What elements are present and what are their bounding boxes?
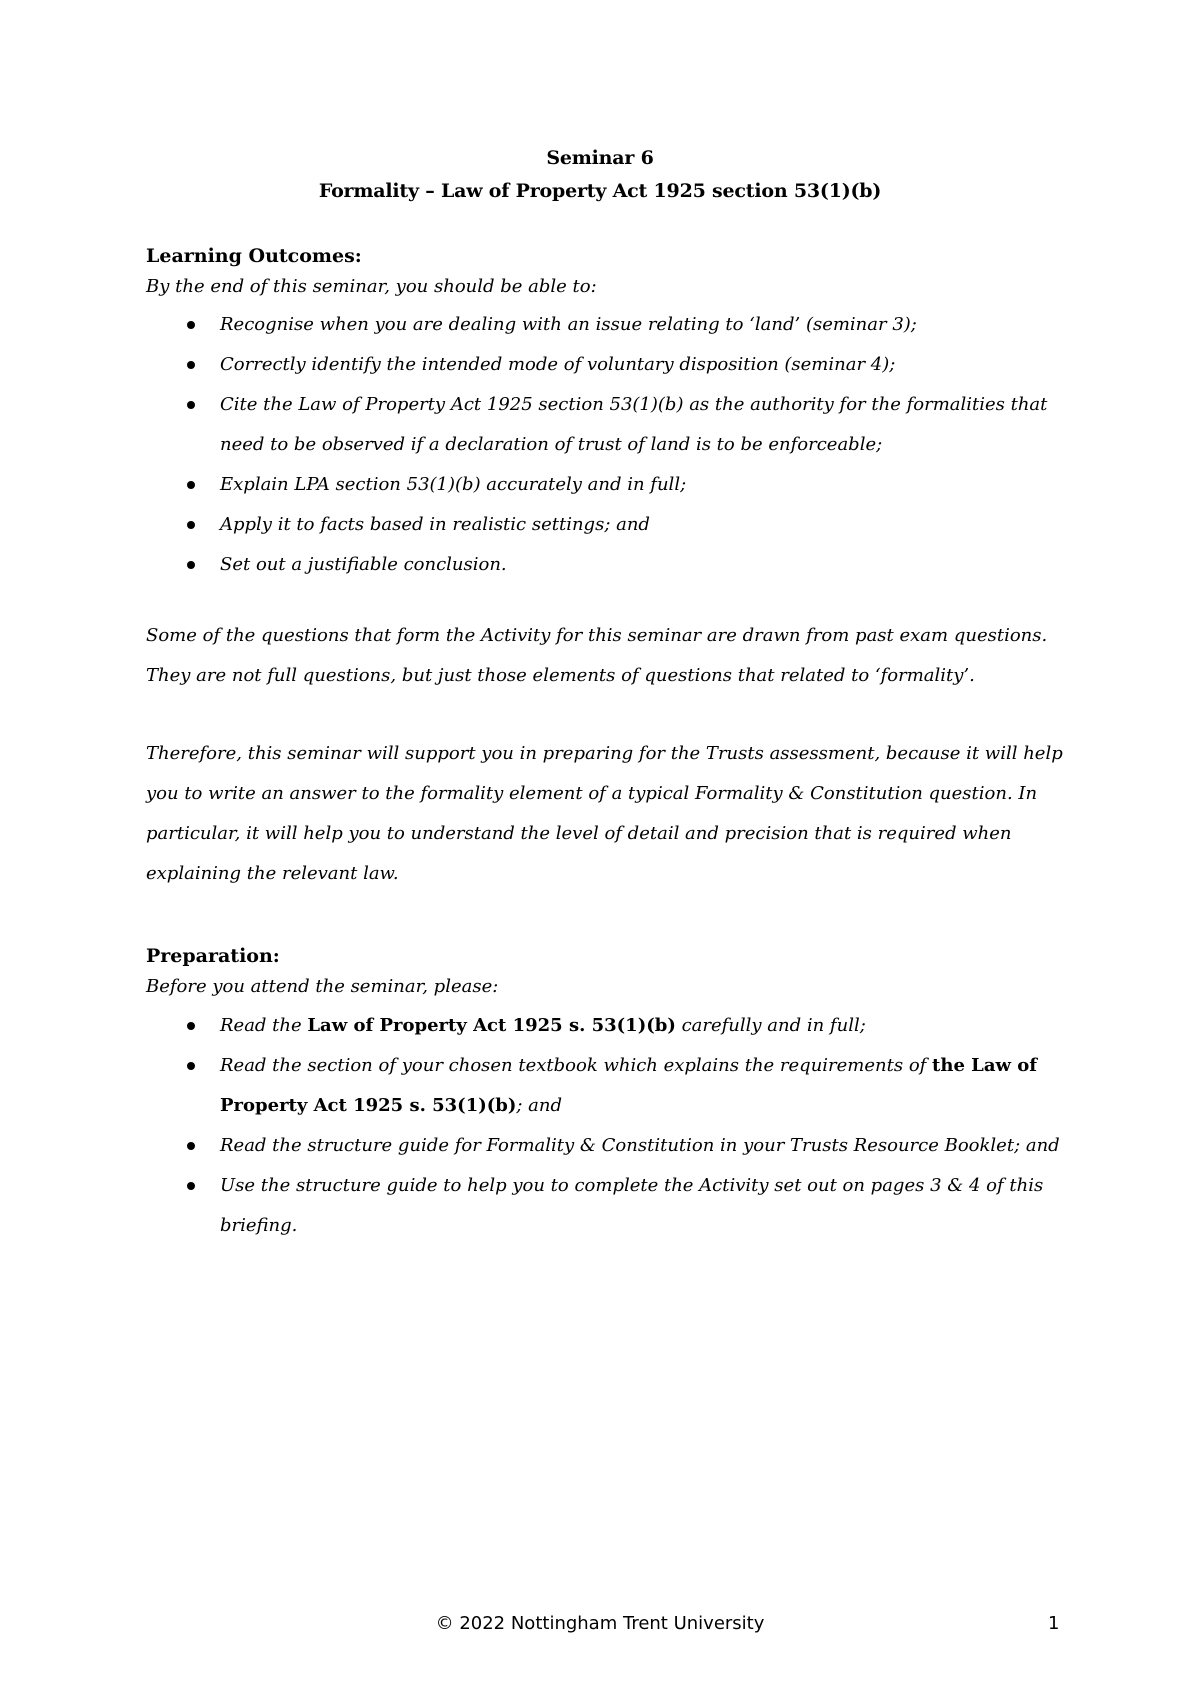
preparation-intro: Before you attend the seminar, please: bbox=[146, 976, 499, 997]
learning-outcomes-intro: By the end of this seminar, you should be able to: bbox=[146, 276, 597, 297]
bullet-icon bbox=[187, 401, 195, 409]
bullet-icon bbox=[187, 1022, 195, 1030]
bullet-icon bbox=[187, 361, 195, 369]
bullet-icon bbox=[187, 1142, 195, 1150]
list-item: Set out a justifiable conclusion. bbox=[146, 545, 1066, 585]
seminar-subtitle: Formality – Law of Property Act 1925 section 53(1)(b) bbox=[318, 180, 882, 202]
learning-outcomes-list bbox=[146, 305, 1066, 585]
bullet-icon bbox=[187, 561, 195, 569]
preparation-heading: Preparation: bbox=[146, 945, 280, 967]
list-item: Recognise when you are dealing with an issue relating to ‘land’ (seminar 3); bbox=[146, 305, 1066, 345]
page-number: 1 bbox=[1048, 1613, 1060, 1634]
bullet-icon bbox=[187, 1062, 195, 1070]
paragraph-exam-questions: Some of the questions that form the Activity for this seminar are drawn from past exam questions. They are not full questions, but just those elements of questions that related to ‘formality’. bbox=[146, 625, 1048, 686]
list-item: Explain LPA section 53(1)(b) accurately and in full; bbox=[146, 465, 1066, 505]
list-item: Read the structure guide for Formality & Constitution in your Trusts Resource Booklet; and bbox=[146, 1126, 1066, 1166]
bullet-icon bbox=[187, 521, 195, 529]
list-item: Read the section of your chosen textbook which explains the requirements of the Law of Property Act 1925 s. 53(1)(b); and bbox=[146, 1046, 1066, 1126]
seminar-title: Seminar 6 bbox=[546, 147, 654, 169]
learning-outcomes-heading: Learning Outcomes: bbox=[146, 245, 362, 267]
list-item: Use the structure guide to help you to complete the Activity set out on pages 3 & 4 of this briefing. bbox=[146, 1166, 1066, 1246]
bullet-icon bbox=[187, 481, 195, 489]
paragraph-assessment-support: Therefore, this seminar will support you in preparing for the Trusts assessment, because it will help you to write an answer to the formality element of a typical Formality & Constitution question. In particular, it will help you to understand the level of detail and precision that is required when explaining the relevant law. bbox=[146, 743, 1063, 884]
bullet-icon bbox=[187, 321, 195, 329]
preparation-list bbox=[146, 1006, 1066, 1246]
list-item: Correctly identify the intended mode of voluntary disposition (seminar 4); bbox=[146, 345, 1066, 385]
list-item: Read the Law of Property Act 1925 s. 53(1)(b) carefully and in full; bbox=[146, 1006, 1066, 1046]
list-item: Cite the Law of Property Act 1925 section 53(1)(b) as the authority for the formalities that need to be observed if a declaration of trust of land is to be enforceable; bbox=[146, 385, 1066, 465]
list-item: Apply it to facts based in realistic settings; and bbox=[146, 505, 1066, 545]
bullet-icon bbox=[187, 1182, 195, 1190]
footer-copyright: © 2022 Nottingham Trent University bbox=[435, 1613, 765, 1634]
